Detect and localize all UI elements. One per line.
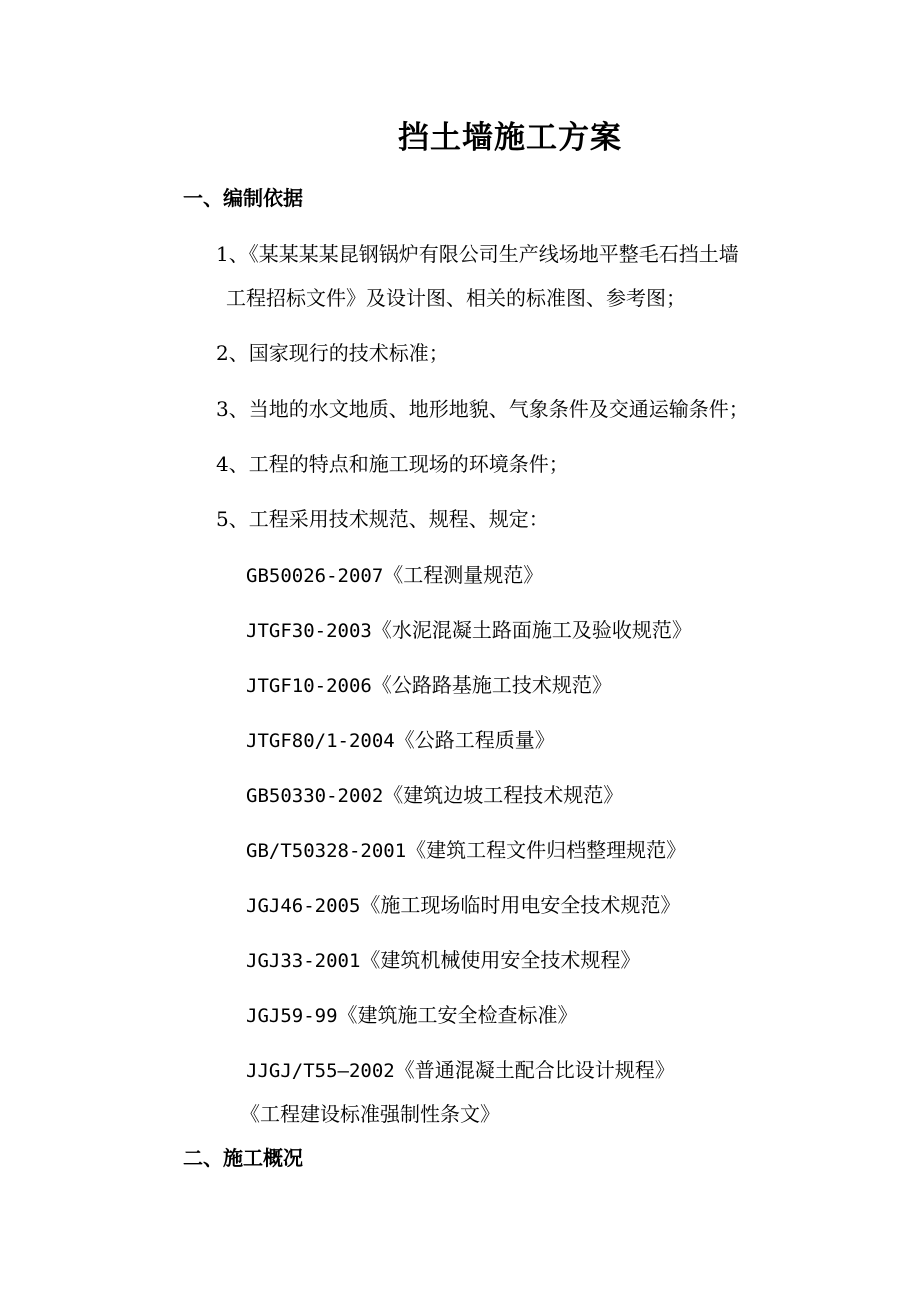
standard-extra: 《工程建设标准强制性条文》 bbox=[240, 1102, 500, 1126]
basis-item-1: 1、《某某某某昆钢锅炉有限公司生产线场地平整毛石挡土墙 bbox=[216, 242, 739, 266]
basis-item-5: 5、工程采用技术规范、规程、规定： bbox=[216, 507, 549, 531]
standard-entry bbox=[246, 724, 555, 753]
standard-code: JJGJ/T55—2002 bbox=[246, 1060, 395, 1082]
standard-name: 《建筑边坡工程技术规范》 bbox=[383, 783, 624, 807]
standard-entry bbox=[246, 559, 543, 588]
standard-entry bbox=[246, 669, 612, 698]
basis-item-4: 4、工程的特点和施工现场的环境条件； bbox=[216, 452, 569, 476]
standard-code: GB50026-2007 bbox=[246, 565, 384, 587]
standard-entry bbox=[246, 779, 623, 808]
page-title: 挡土墙施工方案 bbox=[398, 120, 622, 156]
standard-code: JTGF80/1-2004 bbox=[246, 730, 395, 752]
standard-name: 《公路路基施工技术规范》 bbox=[371, 673, 612, 697]
standard-code: GB/T50328-2001 bbox=[246, 840, 407, 862]
basis-item-3: 3、当地的水文地质、地形地貌、气象条件及交通运输条件； bbox=[216, 397, 749, 421]
standard-entry bbox=[246, 999, 578, 1028]
basis-item-2: 2、国家现行的技术标准； bbox=[216, 341, 449, 365]
standard-code: JGJ33-2001 bbox=[246, 950, 361, 972]
section-heading-overview: 二、施工概况 bbox=[183, 1146, 303, 1170]
standard-name: 《施工现场临时用电安全技术规范》 bbox=[360, 893, 681, 917]
standard-code: JTGF30-2003 bbox=[246, 620, 372, 642]
section-heading-basis: 一、编制依据 bbox=[183, 186, 303, 210]
standard-entry bbox=[246, 944, 640, 973]
standard-code: JGJ46-2005 bbox=[246, 895, 361, 917]
standard-entry bbox=[246, 614, 692, 643]
standard-code: JGJ59-99 bbox=[246, 1005, 338, 1027]
standard-entry bbox=[246, 889, 680, 918]
standard-name: 《公路工程质量》 bbox=[394, 728, 555, 752]
standard-name: 《工程测量规范》 bbox=[383, 563, 544, 587]
standard-code: GB50330-2002 bbox=[246, 785, 384, 807]
basis-item-1-continued: 工程招标文件》及设计图、相关的标准图、参考图； bbox=[226, 286, 686, 310]
standard-name: 《普通混凝土配合比设计规程》 bbox=[394, 1058, 675, 1082]
standard-name: 《建筑机械使用安全技术规程》 bbox=[360, 948, 641, 972]
standard-name: 《建筑工程文件归档整理规范》 bbox=[406, 838, 687, 862]
standard-name: 《建筑施工安全检查标准》 bbox=[337, 1003, 578, 1027]
standard-entry bbox=[246, 834, 686, 863]
standard-entry bbox=[246, 1054, 675, 1083]
standard-name: 《水泥混凝土路面施工及验收规范》 bbox=[371, 618, 692, 642]
standard-code: JTGF10-2006 bbox=[246, 675, 372, 697]
